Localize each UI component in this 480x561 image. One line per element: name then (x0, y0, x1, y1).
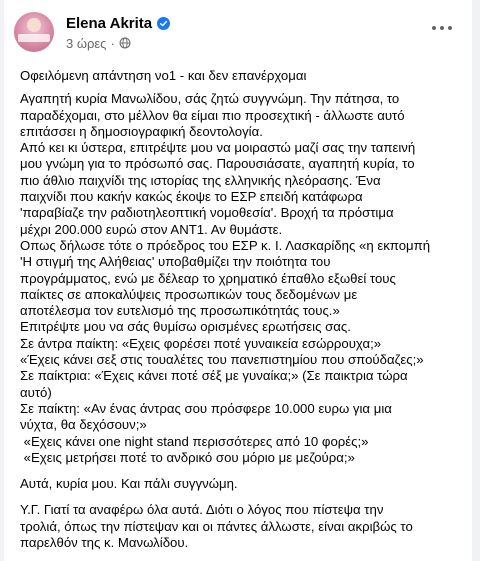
body-line: Σε παίκτη: «Αν ένας άντρας σου πρόσφερε 10.000 ευρω για μια (20, 400, 392, 416)
author-name[interactable]: Elena Akrita (66, 14, 153, 32)
body-line: Αγαπητή κυρία Μανωλίδου, σάς ζητώ συγγνώμη. Την πάτησα, το (20, 91, 400, 107)
more-options-icon[interactable] (428, 18, 456, 38)
body-line: επιτάσσει η δημοσιογραφική δεοντολογία. (20, 123, 263, 139)
body-line: Σε παίκτρια: «Έχεις κάνει ποτέ σέξ με γυναίκα;» (Σε παικτρια τώρα (20, 368, 408, 384)
spacer (20, 492, 458, 502)
meta-separator: · (110, 35, 115, 51)
body-line: «Έχεις κάνει σεξ στις τουαλέτες του πανεπιστημίου που σπούδαζες;» (20, 352, 424, 368)
body-line: Οπως δήλωσε τότε ο πρόεδρος του ΕΣΡ κ. Ι. Λασκαρίδης «η εκπομπή (20, 237, 431, 253)
body-line: παίκτες σε αποκαλύψεις προσωπικών τους δεδομένων με (20, 286, 358, 302)
spacer (20, 84, 458, 91)
body-line: «Εχεις μετρήσει ποτέ το ανδρικό σου μόριο με μεζούρα;» (20, 449, 355, 465)
body-line: παραδέχομαι, στο μέλλον θα είμαι πιο προσεχτική - άλλωστε αυτό (20, 107, 405, 123)
avatar-logo-strip (18, 34, 50, 42)
verified-badge-icon (157, 17, 170, 30)
body-line: αυτό) (20, 384, 52, 400)
body-line: μέχρι 200.000 ευρώ στον ΑΝΤ1. Αν θυμάστε. (20, 221, 283, 237)
ps-line: Υ.Γ. Γιατί τα αναφέρω όλα αυτά. Διότι ο λόγος που πίστεψα την (20, 502, 384, 518)
ps-line: τρολιά, όπως την πίστεψαν και οι πάντες άλλωστε, είναι ακριβώς το (20, 518, 413, 534)
facebook-post (4, 0, 472, 561)
apology-line: Αυτά, κυρία μου. Και πάλι συγγνώμη. (20, 476, 238, 492)
post-meta (66, 35, 131, 51)
post-timestamp[interactable]: 3 ώρες (66, 35, 107, 51)
body-line: «Εχεις κάνει one night stand περισσότερες από 10 φορές;» (20, 433, 369, 449)
body-line: προγράμματος, ενώ με δέλεαρ το χρηματικό έπαθλο εξωθεί τους (20, 270, 396, 286)
body-line: παιχνίδι που κακήν κακώς έκοψε το ΕΣΡ επειδή κατάφωρα (20, 189, 363, 205)
body-line: 'Η στιγμή της Αλήθειας' υποβαθμίζει την ποιότητα του (20, 254, 331, 270)
globe-icon[interactable] (119, 37, 131, 49)
body-line: πιο άθλιο παιχνίδι της ιστορίας της ελληνικής ηλεόρασης. Ένα (20, 172, 381, 188)
body-line: 'παραβίαζε την ραδιοτηλεοπτική νομοθεσία'. Βροχή τα πρόστιμα (20, 205, 394, 221)
more-dot (448, 26, 452, 30)
body-line: αποτέλεσμα τον ευτελισμό της προσωπικότητάς τους.» (20, 303, 340, 319)
body-line: Σε άντρα παίκτη: «Εχεις φορέσει ποτέ γυναικεία εσώρρουχα;» (20, 335, 382, 351)
ps-line: παρελθόν της κ. Μανωλίδου. (20, 535, 189, 551)
more-dot (432, 26, 436, 30)
author-line (66, 13, 170, 33)
post-header (14, 10, 462, 54)
more-dot (440, 26, 444, 30)
body-line: νύχτα, θα δεχόσουν;» (20, 417, 147, 433)
spacer (20, 466, 458, 476)
avatar-face (27, 18, 41, 32)
post-body (20, 68, 458, 551)
body-line: Επιτρέψτε μου να σάς θυμίσω ορισμένες ερωτήσεις σας. (20, 319, 351, 335)
body-line: Από κει κι ύστερα, επιτρέψτε μου να μοιραστώ μαζί σας την ταπεινή (20, 140, 416, 156)
post-title: Οφειλόμενη απάντηση νο1 - και δεν επανέρχομαι (20, 68, 307, 83)
body-line: μου γνώμη για το πρόσωπό σας. Παρουσιάσατε, αγαπητή κυρία, το (20, 156, 415, 172)
author-avatar[interactable] (14, 12, 54, 52)
